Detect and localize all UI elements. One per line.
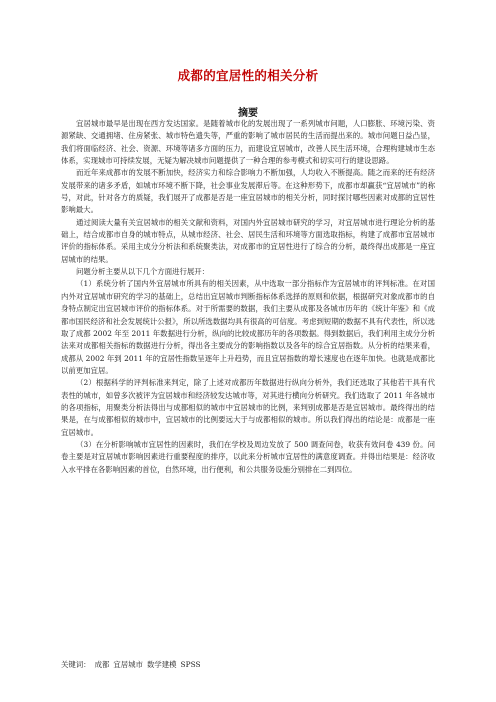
paragraph-intro: 宜居城市最早是出现在西方发达国家。是随着城市化的发展出现了一系列城市问题，人口膨胀、环境污染、资源紧缺、交通拥堵、住房紧张、城市特色遗失等，严重的影响了城市居民的生活而提出来的。城市问题日益凸显，我们将面临经济、社会、资源、环境等诸多方面的压力，而建设宜居城市，改善人民生活环境，合理构建城市生态体系，实现城市可持续发展，无疑为解决城市问题提供了一种合理的参考模式和切实可行的建设思路。 xyxy=(61,119,435,166)
paragraph-point-3: （3）在分析影响城市宜居性的因素时，我们在学校及周边发放了 500 调查问卷，收获有效问卷 439 份。问卷主要是对宜居城市影响因素进行重要程度的排序，以此来分析城市宜居性的满意度调查。并得出结果是：经济收入水平排在各影响因素的首位，自然环境，出行便利，和公共服务设施分别排在二到四位。 xyxy=(61,439,435,474)
abstract-heading: 摘要 xyxy=(238,108,258,119)
keyword: SPSS xyxy=(180,660,201,669)
keyword: 成都 xyxy=(94,660,110,669)
paragraph-method: 通过阅读大量有关宜居城市的相关文献和资料，对国内外宜居城市研究的学习，对宜居城市进行理论分析的基础上，结合成都市自身的城市特点，从城市经济、社会、居民生活和环境等方面选取指标，构建了成都市宜居城市评价的指标体系。采用主成分分析法和系统聚类法，对成都市的宜居性进行了综合的分析，最终得出成都是一座宜居城市的结果。 xyxy=(61,217,435,264)
keyword: 数学建模 xyxy=(146,660,177,669)
abstract-body xyxy=(61,118,435,476)
keywords-line xyxy=(61,659,435,671)
paragraph-point-2: （2）根据科学的评判标准来判定，除了上述对成都历年数据进行纵向分析外，我们还选取了其他若干具有代表性的城市，如曾多次被评为宜居城市和经济较发达城市等，对其进行横向分析研究。我们选取了 2011 年各城市的各项指标，用聚类分析法得出与成都相似的城市中宜居城市的比例，来判别成都是否是宜居城市。最终得出的结果是，在与成都相似的城市中，宜居城市的比例要远大于与成都相似的城市。所以我们得出的结论是：成都是一座宜居城市。 xyxy=(61,378,435,437)
keyword: 宜居城市 xyxy=(113,660,143,669)
keywords-label: 关键词： xyxy=(61,660,91,669)
paragraph-analysis-intro: 问题分析主要从以下几个方面进行展开： xyxy=(76,267,210,277)
paragraph-point-1: （1）系统分析了国内外宜居城市所具有的相关因素，从中选取一部分指标作为宜居城市的评判标准。在对国内外对宜居城市研究的学习的基础上，总结出宜居城市判断指标体系选择的原则和依据，根据研究对象成都市的自身特点制定出宜居城市评价的指标体系。对于所需要的数据，我们主要从成都及各城市历年的《统计年鉴》和《成都市国民经济和社会发展统计公报》，所以所选数据均具有很高的可信度。考虑到短期的数据不具有代表性，所以选取了成都 2002 年至 2011 年数据进行分析，纵向的比较成都历年的各项数据。得到数据后，我们利用主成分分析法来对成都相关指标的数据进行分析，得出各主要成分的影响指数以及各年的综合宜居指数。从分析的结果来看，成都从 2002 年到 2011 年的宜居性指数呈逐年上升趋势，而且宜居指数的增长速度也在逐年加快。也就是成都比以前更加宜居。 xyxy=(61,279,435,375)
document-title: 成都的宜居性的相关分析 xyxy=(177,68,319,83)
paragraph-background: 而近年来成都市的发展不断加快，经济实力和综合影响力不断加强，人均收入不断提高。随之而来的还有经济发展带来的诸多矛盾，如城市环境不断下降，社会事业发展滞后等。在这种形势下，成都市却赢获“宜居城市”的称号，对此，针对各方的质疑，我们展开了成都是否是一座宜居城市的相关分析，同时探讨哪些因素对成都的宜居性影响最大。 xyxy=(61,168,435,215)
